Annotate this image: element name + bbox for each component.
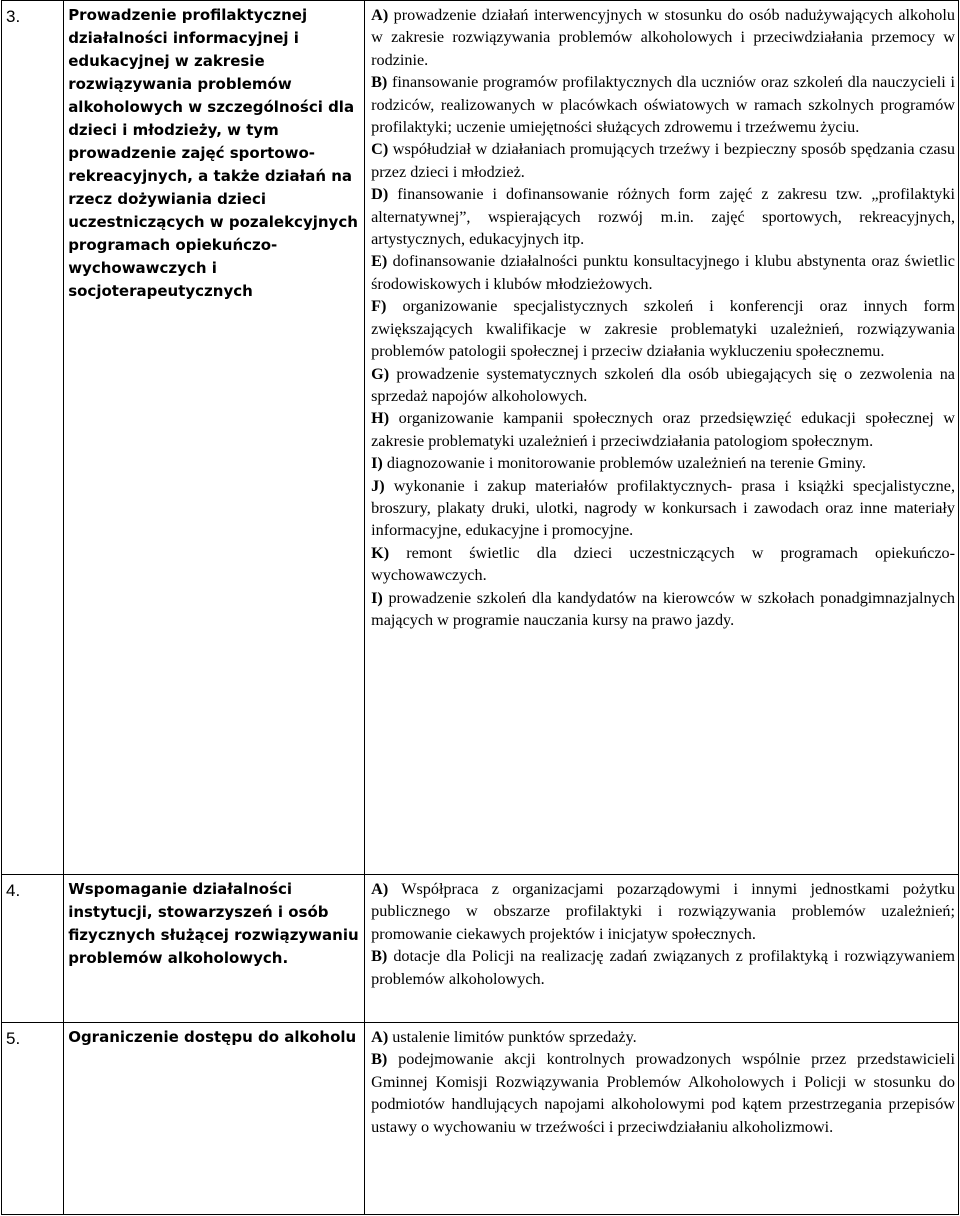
task-letter: F) [371,297,387,316]
task-letter: J) [371,476,385,495]
row-tasks [365,1023,959,1215]
task-text: wykonanie i zakup materiałów profilaktycznych- prasa i książki specjalistyczne, broszury, plakaty druki, ulotki, nagrody w konkursach i zawodach oraz inne materiały informacyjne, edukacyjne i promocyjne. [371,476,955,540]
program-table [1,0,959,1215]
task-letter: B) [371,947,388,966]
task-text: współudział w działaniach promujących trzeźwy i bezpieczny sposób spędzania czasu przez dzieci i młodzież. [371,140,955,181]
row-number: 4. [2,875,64,1023]
task-text: ustalenie limitów punktów sprzedaży. [388,1028,637,1046]
task-text: prowadzenie działań interwencyjnych w stosunku do osób nadużywających alkoholu w zakresie rozwiązywania problemów alkoholowych i przeciwdziałania przemocy w rodzinie. [371,6,955,69]
task-item [371,452,955,474]
task-item [371,250,955,295]
task-text: prowadzenie szkoleń dla kandydatów na kierowców w szkołach ponadgimnazjalnych mających w programie nauczania kursy na prawo jazdy. [371,588,955,629]
row-number: 5. [2,1023,64,1215]
task-letter: A) [371,880,389,898]
task-item [371,363,955,408]
task-text: organizowanie kampanii społecznych oraz przedsięwzięć edukacji społecznej w zakresie problematyki uzależnień i przeciwdziałania patologiom społecznym. [371,409,955,450]
task-item [371,4,955,71]
task-text: Współpraca z organizacjami pozarządowymi i innymi jednostkami pożytku publicznego w obszarze profilaktyki i rozwiązywania problemów uzależnień; promowanie ciekawych projektów i inicjatyw społecznych. [371,880,955,943]
row-tasks [365,1,959,875]
row-title: Ograniczenie dostępu do alkoholu [64,1023,365,1215]
task-letter: A) [371,1028,389,1046]
task-letter: I) [371,588,383,607]
task-item [371,138,955,183]
task-text: finansowanie programów profilaktycznych dla uczniów oraz szkoleń dla nauczycieli i rodziców, realizowanych w placówkach oświatowych w ramach szkolnych programów profilaktyki; uczenie umiejętności służących zdrowemu i trzeźwemu życiu. [371,73,955,137]
task-letter: H) [371,409,390,428]
task-item [371,542,955,587]
task-letter: D) [371,185,389,204]
row-tasks [365,875,959,1023]
task-text: dofinansowanie działalności punktu konsultacyjnego i klubu abstynenta oraz świetlic środowiskowych i klubów młodzieżowych. [371,252,955,293]
task-item [371,945,955,990]
row-title: Wspomaganie działalności instytucji, stowarzyszeń i osób fizycznych służącej rozwiązywaniu problemów alkoholowych. [64,875,365,1023]
task-text: organizowanie specjalistycznych szkoleń i konferencji oraz innych form zwiększających kwalifikacje w zakresie problematyki uzależnień, rozwiązywania problemów patologii społecznej i przeciw działania wykluczeniu społecznemu. [371,297,955,361]
task-item [371,1026,955,1048]
task-item [371,587,955,632]
table-row [2,875,959,1023]
task-item [371,295,955,362]
task-item [371,407,955,452]
task-letter: E) [371,252,388,271]
task-letter: B) [371,73,388,92]
task-item [371,1048,955,1138]
task-letter: G) [371,364,390,383]
task-item [371,878,955,945]
task-item [371,183,955,250]
task-text: finansowanie i dofinansowanie różnych form zajęć z zakresu tzw. „profilaktyki alternatywnej”, wspierających rozwój m.in. zajęć sportowych, rekreacyjnych, artystycznych, edukacyjnych itp. [371,185,955,249]
row-number: 3. [2,1,64,875]
task-text: dotacje dla Policji na realizację zadań związanych z profilaktyką i rozwiązywaniem problemów alkoholowych. [371,947,955,988]
task-text: diagnozowanie i monitorowanie problemów uzależnień na terenie Gminy. [382,454,866,473]
task-letter: A) [371,6,389,24]
task-text: prowadzenie systematycznych szkoleń dla osób ubiegających się o zezwolenia na sprzedaż napojów alkoholowych. [371,364,955,405]
table-body [2,1,959,1215]
table-row [2,1023,959,1215]
table-row [2,1,959,875]
task-letter: I) [371,454,383,473]
task-text: podejmowanie akcji kontrolnych prowadzonych wspólnie przez przedstawicieli Gminnej Komisji Rozwiązywania Problemów Alkoholowych i Policji w stosunku do podmiotów handlujących napojami alkoholowymi pod kątem przestrzegania przepisów ustawy o wychowaniu w trzeźwości i przeciwdziałaniu alkoholizmowi. [371,1050,955,1136]
task-letter: K) [371,543,390,562]
task-letter: C) [371,140,389,159]
row-title: Prowadzenie profilaktycznej działalności informacyjnej i edukacyjnej w zakresie rozwiązywania problemów alkoholowych w szczególności dla dzieci i młodzieży, w tym prowadzenie zajęć sportowo-rekreacyjnych, a także działań na rzecz dożywiania dzieci uczestniczących w pozalekcyjnych programach opiekuńczo-wychowawczych i socjoterapeutycznych [64,1,365,875]
task-text: remont świetlic dla dzieci uczestniczących w programach opiekuńczo-wychowawczych. [371,543,955,585]
task-item [371,71,955,138]
task-item [371,475,955,542]
task-letter: B) [371,1050,388,1069]
